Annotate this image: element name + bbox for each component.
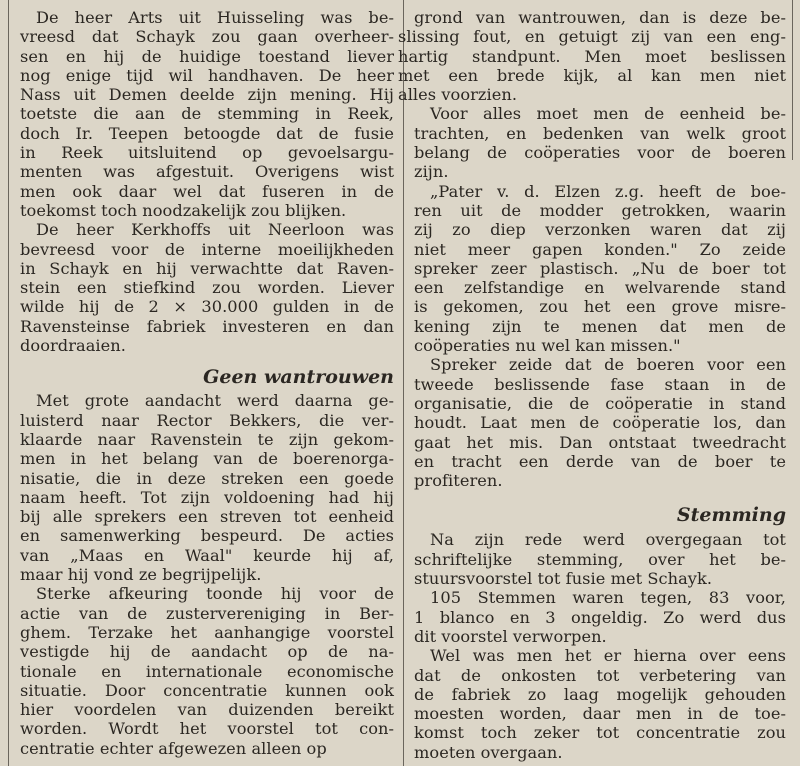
text-line: en tracht een derde van de boer te [414, 451, 786, 471]
paragraph-text [414, 646, 786, 762]
text-line: Sterke afkeuring toonde hij voor de [36, 584, 394, 604]
text-line: Nass uit Demen deelde zijn mening. Hij [20, 85, 394, 105]
text-line: is gekomen, zou het een grove misre- [414, 297, 786, 317]
text-line: in Schayk en hij verwachtte dat Raven- [20, 258, 394, 278]
text-line: schriftelijke stemming, over het be- [414, 549, 786, 569]
text-line: met een brede kijk, al kan men niet [398, 65, 786, 85]
text-line: 105 Stemmen waren tegen, 83 voor, [430, 588, 786, 608]
text-line: kening zijn te menen dat men de [414, 316, 786, 336]
paragraph-pater [414, 182, 786, 356]
column-divider [403, 0, 404, 766]
text-line: een zelfstandige en welvarende stand [414, 278, 786, 298]
paragraph-text [414, 530, 786, 589]
text-line: moesten worden, daar men in de toe- [414, 704, 786, 724]
right-edge-rule [792, 0, 793, 160]
text-line: en samenwerking bespeurd. De acties [20, 526, 394, 546]
text-line: toetste die aan de stemming in Reek, [20, 104, 394, 124]
paragraph-onkosten [414, 646, 786, 762]
text-line: actie van de zustervereniging in Ber- [20, 603, 394, 623]
left-column [20, 0, 394, 758]
text-line: nisatie, die in deze streken een goede [20, 468, 394, 488]
text-line: tweede beslissende fase staan in de [414, 374, 786, 394]
text-line: wilde hij de 2 × 30.000 gulden in de [20, 297, 394, 317]
text-line: organisatie, die de coöperatie in stand [414, 393, 786, 413]
text-line: De heer Kerkhoffs uit Neerloon was [36, 220, 394, 240]
text-line: men in het belang van de boerenorga- [20, 449, 394, 469]
text-line: van „Maas en Waal" keurde hij af, [20, 545, 394, 565]
text-line: centratie echter afgewezen alleen op [20, 738, 327, 758]
paragraph-text [414, 355, 786, 491]
text-line: toekomst toch noodzakelijk zou blijken. [20, 200, 347, 220]
text-line: naam heeft. Tot zijn voldoening had hij [20, 487, 394, 507]
text-line: trachten, en bedenken van welk groot [414, 123, 786, 143]
text-line: maar hij vond ze begrijpelijk. [20, 565, 262, 585]
paragraph-text [414, 104, 786, 182]
paragraph-kerkhoffs [20, 220, 394, 355]
text-line: bij alle sprekers een streven tot eenheid [20, 507, 394, 527]
text-line: vreesd dat Schayk zou gaan overheer- [20, 27, 394, 47]
paragraph-wantrouwen [398, 8, 786, 105]
text-line: vestigde hij de aandacht op de na- [20, 642, 394, 662]
text-line: ghem. Terzake het aanhangige voorstel [20, 622, 394, 642]
paragraph-bekkers [20, 391, 394, 584]
text-line: Wel was men het er hierna over eens [430, 646, 786, 666]
text-line: gaat het mis. Dan ontstaat tweedracht [414, 432, 786, 452]
text-line: situatie. Door concentratie kunnen ook [20, 680, 394, 700]
right-column [398, 0, 786, 762]
text-line: houdt. Laat men de coöperatie los, dan [414, 413, 786, 433]
text-line: Voor alles moet men de eenheid be- [430, 104, 786, 124]
paragraph-stemmen [414, 588, 786, 646]
text-line: stein een stiefkind zou worden. Liever [20, 278, 394, 298]
paragraph-text [20, 8, 394, 220]
paragraph-eenheid [414, 104, 786, 181]
text-line: „Pater v. d. Elzen z.g. heeft de boe- [430, 181, 786, 201]
text-line: profiteren. [414, 471, 503, 491]
text-line: 1 blanco en 3 ongeldig. Zo werd dus [414, 607, 786, 627]
text-line: dit voorstel verworpen. [414, 626, 607, 646]
text-line: in Reek uitsluitend op gevoelsargu- [20, 143, 394, 163]
text-line: Met grote aandacht werd daarna ge- [36, 391, 394, 411]
text-line: niet meer gapen konden." Zo zeide [414, 239, 786, 259]
text-line: Spreker zeide dat de boeren voor een [430, 355, 786, 375]
text-line: belang de coöperaties voor de boeren [414, 143, 786, 163]
text-line: hartig standpunt. Men moet beslissen [398, 46, 786, 66]
text-line: menten was afgestuit. Overigens wist [20, 162, 394, 182]
text-line: spreker zeer plastisch. „Nu de boer tot [414, 258, 786, 278]
text-line: ren uit de modder getrokken, waarin [414, 200, 786, 220]
text-line: zij zo diep verzonken waren dat zij [414, 220, 786, 240]
text-line: nog enige tijd wil handhaven. De heer [20, 65, 394, 85]
text-line: Na zijn rede werd overgegaan tot [430, 530, 786, 550]
text-line: luisterd naar Rector Bekkers, die ver- [20, 410, 394, 430]
paragraph-rede [414, 530, 786, 588]
paragraph-text [20, 391, 394, 585]
paragraph-text [414, 181, 786, 356]
paragraph-text [414, 588, 786, 646]
text-line: stuursvoorstel tot fusie met Schayk. [414, 569, 713, 589]
paragraph-afkeuring [20, 584, 394, 758]
text-line: komst toch zeker tot concentratie zou [414, 723, 786, 743]
text-line: alles voorzien. [398, 85, 518, 105]
text-line: doch Ir. Teepen betoogde dat de fusie [20, 123, 394, 143]
text-line: de fabriek zo laag mogelijk gehouden [414, 684, 786, 704]
text-line: moeten overgaan. [414, 742, 563, 762]
text-line: tionale en internationale economische [20, 661, 394, 681]
heading-stemming: Stemming [676, 504, 786, 527]
text-line: klaarde naar Ravenstein te zijn gekom- [20, 429, 394, 449]
text-line: bevreesd voor de interne moeilijkheden [20, 239, 394, 259]
paragraph-spreker [414, 355, 786, 490]
text-line: men ook daar wel dat fuseren in de [20, 181, 394, 201]
left-edge-rule [8, 0, 9, 766]
text-line: zijn. [414, 162, 449, 182]
text-line: coöperaties nu wel kan missen." [414, 336, 681, 356]
text-line: slissing fout, en getuigt zij van een eng- [398, 27, 786, 47]
paragraph-text [20, 584, 394, 758]
text-line: grond van wantrouwen, dan is deze be- [414, 8, 786, 27]
text-line: worden. Wordt het voorstel tot con- [20, 719, 394, 739]
paragraph-arts [20, 8, 394, 220]
text-line: hier voordelen van duizenden bereikt [20, 700, 394, 720]
heading-geen-wantrouwen: Geen wantrouwen [203, 366, 394, 389]
paragraph-text [398, 8, 786, 105]
text-line: doordraaien. [20, 336, 126, 356]
text-line: Ravensteinse fabriek investeren en dan [20, 316, 394, 336]
text-line: dat de onkosten tot verbetering van [414, 665, 786, 685]
text-line: sen en hij de huidige toestand liever [20, 46, 394, 66]
paragraph-text [20, 220, 394, 356]
text-line: De heer Arts uit Huisseling was be- [36, 8, 394, 27]
